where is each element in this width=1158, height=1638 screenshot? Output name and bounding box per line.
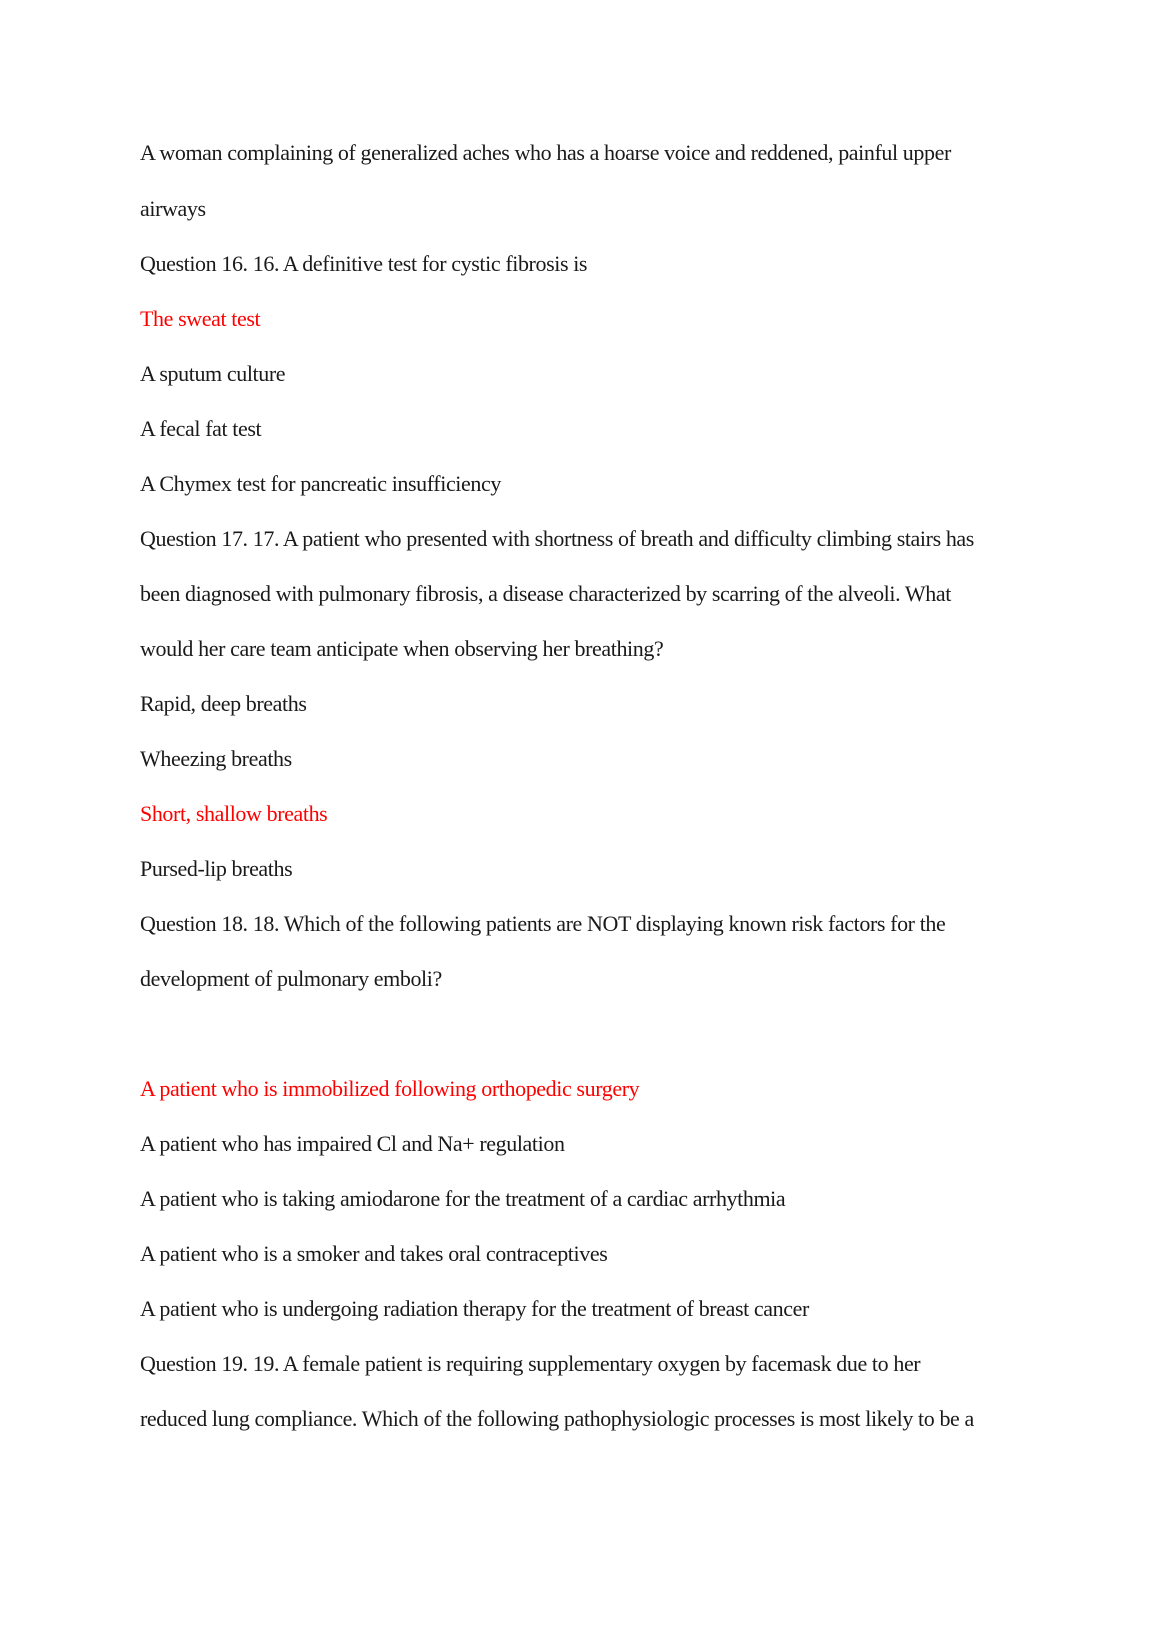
question-15-option-text-continued: airways <box>140 196 206 221</box>
question-18-correct-answer: A patient who is immobilized following orthopedic surgery <box>140 1076 640 1101</box>
question-18-option: A patient who is taking amiodarone for the treatment of a cardiac arrhythmia <box>140 1186 786 1211</box>
question-17-prompt-continued: been diagnosed with pulmonary fibrosis, a disease characterized by scarring of the alveoli. What <box>140 581 951 606</box>
question-18-prompt: Question 18. 18. Which of the following patients are NOT displaying known risk factors for the <box>140 911 946 936</box>
question-17-option: Pursed-lip breaths <box>140 856 293 881</box>
question-19-prompt-continued: reduced lung compliance. Which of the following pathophysiologic processes is most likely to be a <box>140 1406 974 1431</box>
question-16-prompt: Question 16. 16. A definitive test for cystic fibrosis is <box>140 251 588 276</box>
question-17-option: Wheezing breaths <box>140 746 292 771</box>
question-17-prompt-continued: would her care team anticipate when observing her breathing? <box>140 636 664 661</box>
question-18-option: A patient who has impaired Cl and Na+ regulation <box>140 1131 565 1156</box>
question-17-correct-answer: Short, shallow breaths <box>140 801 328 826</box>
question-16-option: A sputum culture <box>140 361 286 386</box>
question-16-option: A Chymex test for pancreatic insufficiency <box>140 471 501 496</box>
question-18-option: A patient who is a smoker and takes oral contraceptives <box>140 1241 608 1266</box>
question-19-prompt: Question 19. 19. A female patient is requiring supplementary oxygen by facemask due to her <box>140 1351 921 1376</box>
question-15-option-text: A woman complaining of generalized aches who has a hoarse voice and reddened, painful upper <box>140 140 951 165</box>
question-17-prompt: Question 17. 17. A patient who presented with shortness of breath and difficulty climbing stairs has <box>140 526 974 551</box>
question-17-option: Rapid, deep breaths <box>140 691 307 716</box>
question-18-prompt-continued: development of pulmonary emboli? <box>140 966 442 991</box>
question-16-option: A fecal fat test <box>140 416 262 441</box>
question-16-correct-answer: The sweat test <box>140 306 261 331</box>
question-18-option: A patient who is undergoing radiation therapy for the treatment of breast cancer <box>140 1296 809 1321</box>
